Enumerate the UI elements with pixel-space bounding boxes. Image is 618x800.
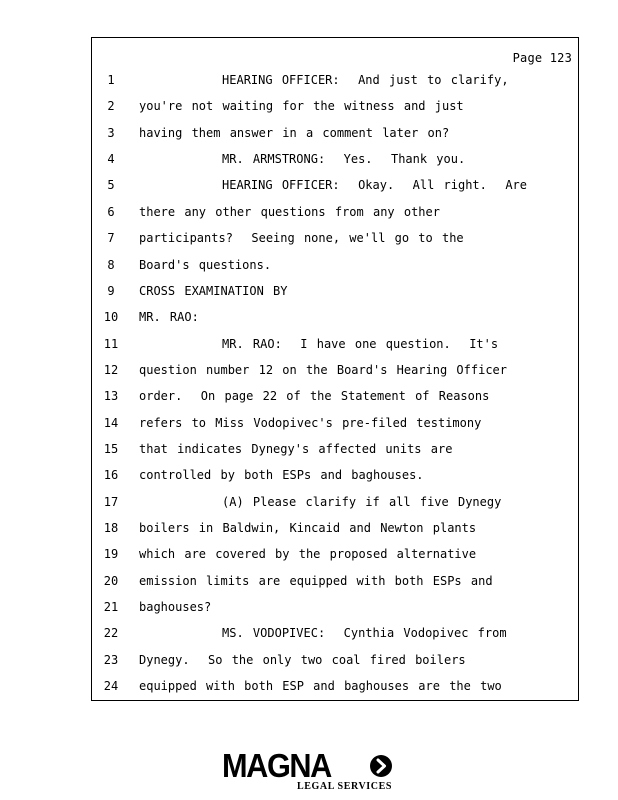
line-text: Dynegy. So the only two coal fired boilers: [139, 652, 466, 667]
line-number: 8: [107, 257, 115, 272]
line-number: 1: [107, 73, 115, 87]
transcript-line: [0, 258, 618, 278]
line-text: having them answer in a comment later on?: [139, 125, 450, 140]
line-number: 15: [103, 441, 119, 456]
magna-logo: [222, 748, 400, 794]
line-number: 14: [103, 415, 119, 430]
line-text: MR. RAO: I have one question. It's: [139, 336, 499, 351]
transcript-line: [0, 337, 618, 357]
line-text: there any other questions from any other: [139, 204, 440, 219]
transcript-line: [0, 600, 618, 620]
logo-wordmark: MAGNA: [222, 747, 331, 784]
transcript-line: [0, 231, 618, 251]
transcript-line: [0, 178, 618, 198]
line-text: MR. ARMSTRONG: Yes. Thank you.: [139, 152, 466, 167]
line-number: 18: [103, 521, 119, 535]
line-text: (A) Please clarify if all five Dynegy: [139, 494, 502, 509]
transcript-line: [0, 468, 618, 488]
line-number: 16: [103, 468, 119, 483]
transcript-line: [0, 152, 618, 172]
transcript-line: [0, 416, 618, 436]
line-text: equipped with both ESP and baghouses are the two: [139, 679, 502, 694]
transcript-line: [0, 442, 618, 462]
transcript-line: [0, 679, 618, 699]
line-number: 21: [103, 600, 119, 614]
line-number: 4: [107, 152, 115, 167]
line-number: 20: [103, 573, 119, 588]
line-number: 12: [103, 362, 119, 377]
transcript-line: [0, 495, 618, 515]
chevron-circle-right-icon: [369, 754, 393, 778]
line-text: Board's questions.: [139, 257, 272, 272]
line-number: 22: [103, 626, 119, 641]
line-text: which are covered by the proposed alternative: [139, 547, 477, 562]
line-number: 11: [103, 336, 119, 351]
transcript-line: [0, 205, 618, 225]
line-text: HEARING OFFICER: And just to clarify,: [139, 73, 509, 87]
line-text: HEARING OFFICER: Okay. All right. Are: [139, 178, 528, 193]
transcript-line: [0, 99, 618, 119]
line-number: 5: [107, 178, 115, 193]
transcript-line: [0, 521, 618, 541]
line-number: 9: [107, 283, 115, 298]
line-text: baghouses?: [139, 600, 212, 614]
line-text: CROSS EXAMINATION BY: [139, 283, 288, 298]
line-text: MR. RAO:: [139, 310, 199, 325]
line-number: 13: [103, 389, 119, 404]
transcript-line: [0, 126, 618, 146]
line-text: boilers in Baldwin, Kincaid and Newton plants: [139, 521, 477, 535]
line-text: refers to Miss Vodopivec's pre-filed testimony: [139, 415, 482, 430]
transcript-line: [0, 284, 618, 304]
line-text: participants? Seeing none, we'll go to the: [139, 231, 464, 246]
line-number: 24: [103, 679, 119, 694]
line-text: controlled by both ESPs and baghouses.: [139, 468, 424, 483]
line-number: 19: [103, 547, 119, 562]
line-number: 2: [107, 99, 115, 114]
line-text: order. On page 22 of the Statement of Reasons: [139, 389, 490, 404]
line-text: you're not waiting for the witness and just: [139, 99, 464, 114]
line-number: 10: [103, 310, 119, 325]
transcript-line: [0, 574, 618, 594]
page-number: Page 123: [512, 51, 572, 65]
line-number: 6: [107, 204, 115, 219]
line-text: emission limits are equipped with both ESPs and: [139, 573, 493, 588]
transcript-line: [0, 653, 618, 673]
logo-subtitle: LEGAL SERVICES: [297, 781, 393, 792]
line-text: MS. VODOPIVEC: Cynthia Vodopivec from: [139, 626, 507, 641]
transcript-line: [0, 310, 618, 330]
line-number: 17: [103, 494, 119, 509]
line-number: 23: [103, 652, 119, 667]
transcript-line: [0, 363, 618, 383]
line-text: that indicates Dynegy's affected units are: [139, 441, 453, 456]
line-text: question number 12 on the Board's Hearing Officer: [139, 362, 508, 377]
transcript-line: [0, 73, 618, 93]
transcript-line: [0, 389, 618, 409]
line-number: 3: [107, 125, 115, 140]
transcript-line: [0, 626, 618, 646]
line-number: 7: [107, 231, 115, 246]
transcript-line: [0, 547, 618, 567]
